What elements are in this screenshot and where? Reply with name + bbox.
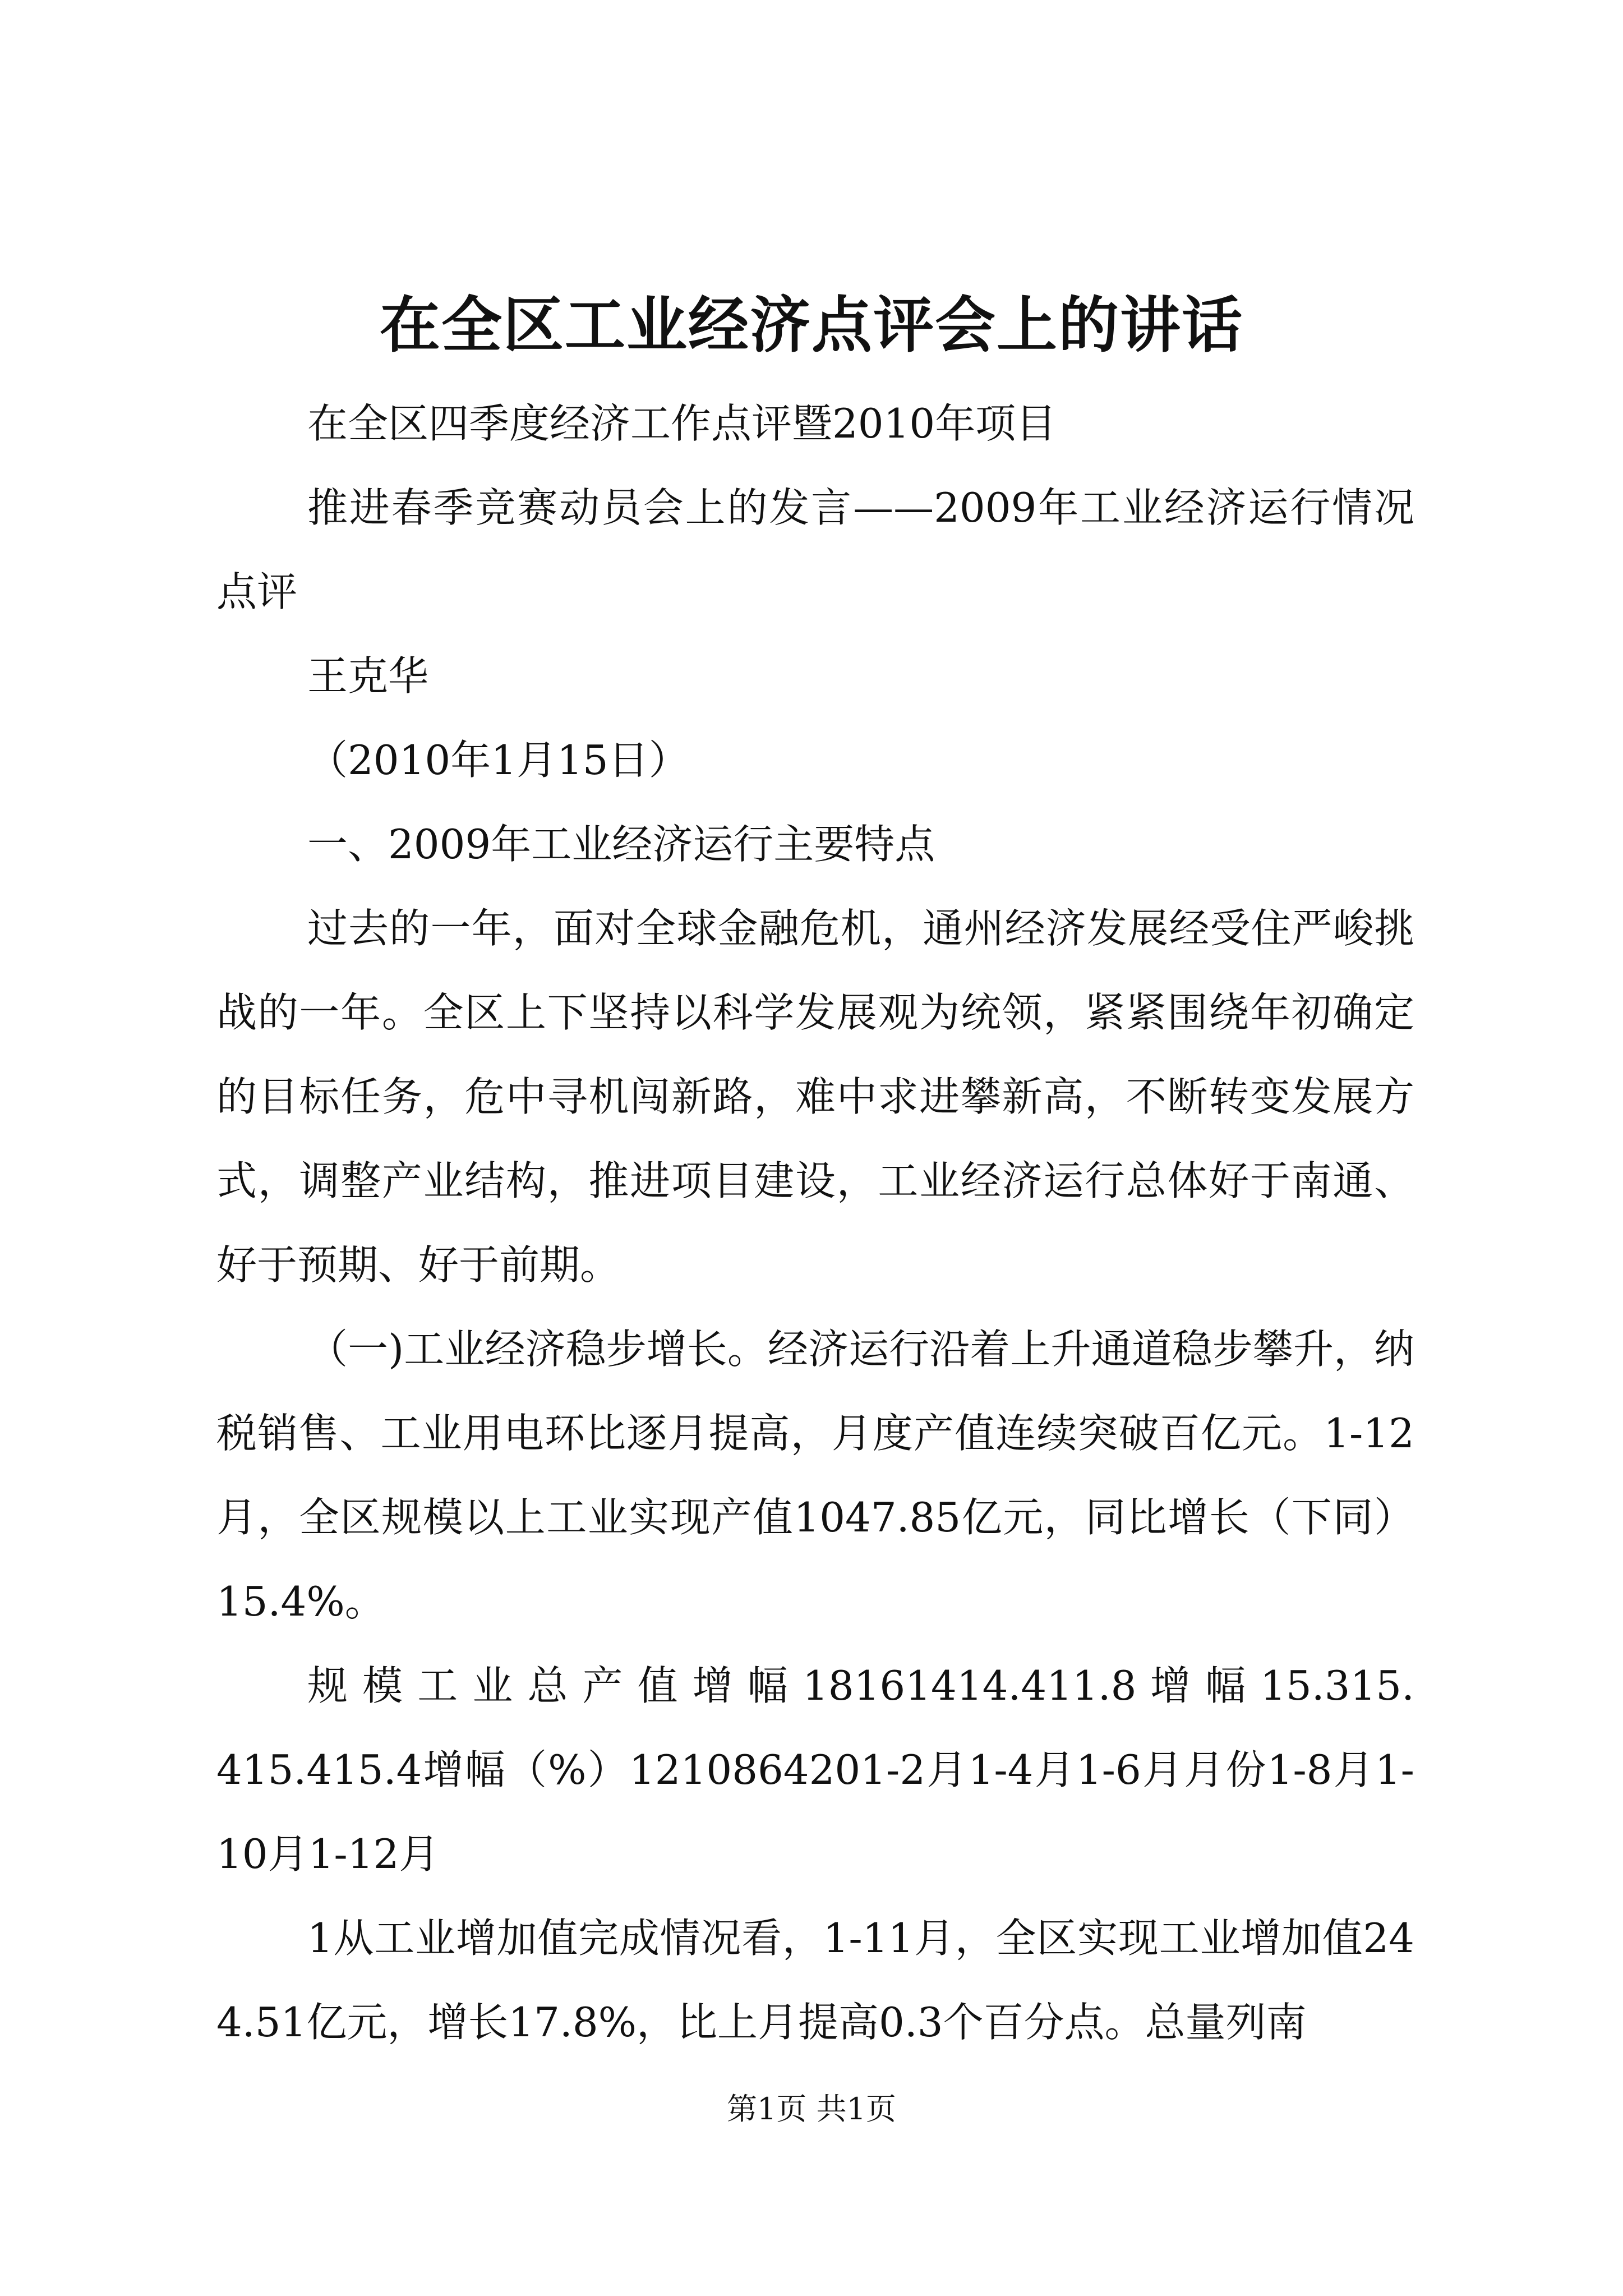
document-title: 在全区工业经济点评会上的讲话 <box>379 290 1243 361</box>
paragraph-value-added: 1从工业增加值完成情况看，1-11月，全区实现工业增加值244.51亿元，增长17.8%，比上月提高0.3个百分点。总量列南 <box>216 1915 1414 2046</box>
paragraph-author: 王克华 <box>307 652 429 700</box>
paragraph-section-heading: 一、2009年工业经济运行主要特点 <box>307 821 935 868</box>
paragraph-chart-text: 规 模 工 业 总 产 值 增 幅 18161414.411.8 增 幅 15.315.415.415.4增幅（%）1210864201-2月1-4月1-6月月份1-8月1-10月1-12月 <box>216 1662 1414 1878</box>
paragraph-subtitle-line-1: 在全区四季度经济工作点评暨2010年项目 <box>307 400 1057 447</box>
paragraph-growth: （一)工业经济稳步增长。经济运行沿着上升通道稳步攀升，纳税销售、工业用电环比逐月提高，月度产值连续突破百亿元。1-12月，全区规模以上工业实现产值1047.85亿元，同比增长（下同）15.4%。 <box>216 1326 1414 1625</box>
paragraph-overview: 过去的一年，面对全球金融危机，通州经济发展经受住严峻挑战的一年。全区上下坚持以科学发展观为统领，紧紧围绕年初确定的目标任务，危中寻机闯新路，难中求进攀新高，不断转变发展方式，调整产业结构，推进项目建设，工业经济运行总体好于南通、好于预期、好于前期。 <box>216 905 1414 1289</box>
paragraph-date: （2010年1月15日） <box>307 737 689 784</box>
document-body <box>216 381 1414 2064</box>
paragraph-subtitle-line-2: 推进春季竞赛动员会上的发言——2009年工业经济运行情况点评 <box>216 484 1414 615</box>
page-footer: 第1页 共1页 <box>727 2091 896 2127</box>
